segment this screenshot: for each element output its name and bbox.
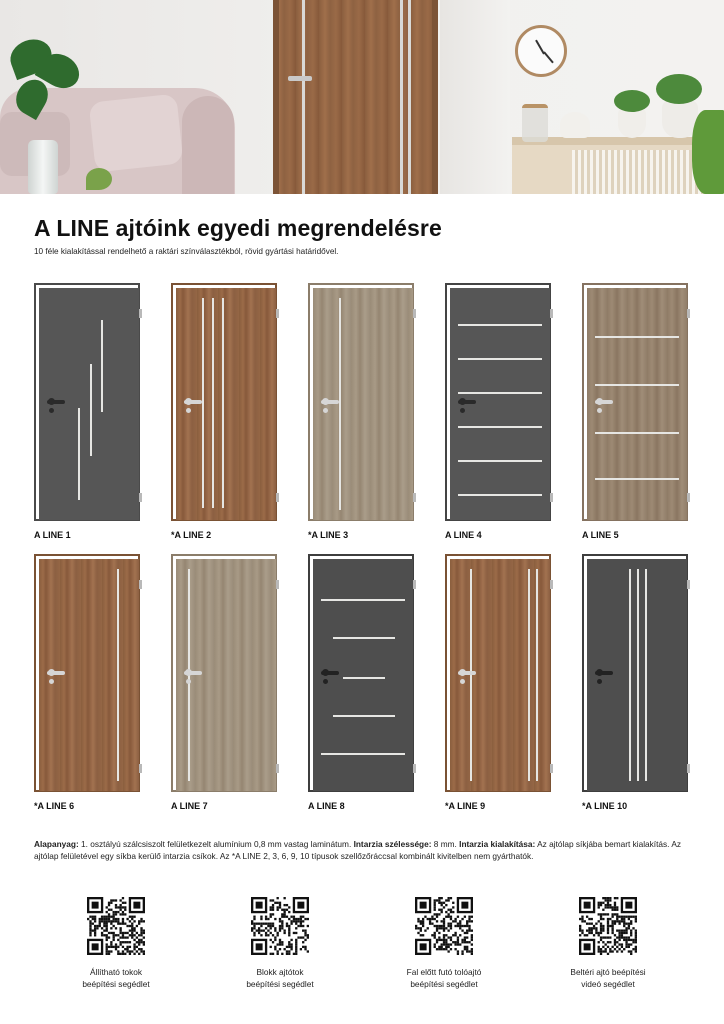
hero-door-inlay [400,0,403,194]
keyhole [186,679,191,684]
clock-hand [543,51,554,63]
door-handle [458,671,476,675]
qr-code[interactable] [579,897,637,955]
inlay-strip [536,569,538,781]
keyhole [186,408,191,413]
door-leaf [176,559,276,791]
hinge [413,764,416,773]
door-label: A LINE 8 [308,801,345,811]
hinge [413,493,416,502]
sofa-arm [182,96,234,194]
inlay-strip [202,298,204,508]
door-frame [171,554,277,792]
qr-code[interactable] [251,897,309,955]
door-leaf [587,559,687,791]
inlay-strip [212,298,214,508]
keyhole [460,679,465,684]
inlay-strip [343,677,385,679]
qr-label-line: videó segédlet [581,979,635,989]
inlay-strip [333,715,395,717]
inlay-strip [321,599,405,601]
plant-pot [618,108,646,138]
vase [28,140,58,194]
plant [692,110,724,194]
door-label: A LINE 4 [445,530,482,540]
door-label: *A LINE 9 [445,801,486,811]
hero-photo [0,0,724,194]
material-text: 1. osztályú szálcsiszolt felületkezelt alumínium 0,8 mm vastag laminátum. [78,839,354,849]
door-leaf [450,288,550,520]
inlay-strip [595,384,679,386]
inlay-strip [595,478,679,480]
door-handle [321,671,339,675]
hinge [413,309,416,318]
keyhole [323,408,328,413]
inlay-strip [595,336,679,338]
inlay-strip [90,364,92,456]
qr-label-line: beépítési segédlet [82,979,150,989]
keyhole [49,679,54,684]
hero-door-inlay [302,0,305,194]
hinge [687,764,690,773]
design-text: Az ajtólap síkjába bemart kialakítás. Az ajtólap felületével egy síkba kerülő intarzia csíkok. Az *A LINE 2, 3, 6, 9, 10 típusok szellőzőráccsal kombinált kivitelben nem gyárthatók. [34,839,682,861]
hinge [276,764,279,773]
hinge [550,309,553,318]
keyhole [323,679,328,684]
hero-door-frame [273,0,438,194]
material-label: Alapanyag: [34,839,79,849]
plant [614,90,650,112]
qr-label-line: Blokk ajtótok [256,967,304,977]
door-handle [458,400,476,404]
inlay-strip [637,569,639,781]
door-frame [582,283,688,521]
door-frame [34,554,140,792]
door-leaf [450,559,550,791]
hinge [276,493,279,502]
hinge [413,580,416,589]
door-frame [34,283,140,521]
keyhole [49,408,54,413]
qr-label-line: Fal előtt futó tolóajtó [406,967,482,977]
hinge [550,493,553,502]
door-handle [595,671,613,675]
door-frame [308,554,414,792]
inlay-strip [458,324,542,326]
inlay-strip [117,569,119,781]
door-frame [171,283,277,521]
kettle [560,112,590,138]
hinge [550,580,553,589]
console-grill [572,150,702,194]
door-label: *A LINE 6 [34,801,75,811]
inlay-strip [528,569,530,781]
wall-clock [515,25,567,77]
inlay-strip [458,392,542,394]
door-label: *A LINE 2 [171,530,212,540]
glass-jar [522,104,548,142]
qr-label-line: beépítési segédlet [246,979,314,989]
hinge [687,580,690,589]
plant [656,74,702,104]
qr-label [46,966,186,990]
hinge [139,309,142,318]
inlay-strip [78,408,80,500]
hinge [687,309,690,318]
cushion [89,94,184,173]
door-handle [321,400,339,404]
page-subtitle: 10 féle kialakítással rendelhető a raktári színválasztékból, rövid gyártási határidővel. [34,247,339,256]
plant-leaf [86,168,112,190]
hero-door-handle [288,76,312,81]
keyhole [597,408,602,413]
qr-code-icon [579,897,637,955]
qr-label-line: Állítható tokok [89,967,143,977]
hinge [139,493,142,502]
inlay-strip [101,320,103,412]
door-leaf [587,288,687,520]
door-frame [582,554,688,792]
door-leaf [39,559,139,791]
door-frame [445,554,551,792]
inlay-strip [339,298,341,510]
qr-code-icon [87,897,145,955]
door-label: *A LINE 10 [582,801,628,811]
inlay-strip [458,494,542,496]
inlay-strip [333,637,395,639]
inlay-strip [645,569,647,781]
qr-code[interactable] [87,897,145,955]
inlay-strip [470,569,472,781]
door-leaf [313,288,413,520]
wall-shadow [440,0,510,194]
door-label: *A LINE 3 [308,530,349,540]
hero-door-inlay [408,0,411,194]
door-label: A LINE 7 [171,801,208,811]
inlay-strip [458,426,542,428]
inlay-strip [458,460,542,462]
keyhole [597,679,602,684]
design-label: Intarzia kialakítása: [459,839,536,849]
door-handle [47,671,65,675]
qr-code-icon [251,897,309,955]
width-label: Intarzia szélessége: [353,839,432,849]
door-handle [184,671,202,675]
width-text: 8 mm. [431,839,460,849]
door-label: A LINE 5 [582,530,619,540]
door-handle [595,400,613,404]
qr-label-line: Beltéri ajtó beépítési [570,967,646,977]
material-note [34,838,694,862]
hinge [276,580,279,589]
hinge [139,580,142,589]
hinge [687,493,690,502]
inlay-strip [629,569,631,781]
hinge [550,764,553,773]
door-leaf [39,288,139,520]
keyhole [460,408,465,413]
inlay-strip [222,298,224,508]
door-frame [445,283,551,521]
inlay-strip [595,432,679,434]
qr-label-line: beépítési segédlet [410,979,478,989]
hinge [139,764,142,773]
inlay-strip [458,358,542,360]
page-title: A LINE ajtóink egyedi megrendelésre [34,215,442,241]
door-handle [47,400,65,404]
hinge [276,309,279,318]
qr-label [210,966,350,990]
inlay-strip [321,753,405,755]
door-label: A LINE 1 [34,530,71,540]
qr-code-icon [415,897,473,955]
door-leaf [176,288,276,520]
door-leaf [313,559,413,791]
qr-label [374,966,514,990]
qr-code[interactable] [415,897,473,955]
door-handle [184,400,202,404]
qr-label [538,966,678,990]
door-frame [308,283,414,521]
